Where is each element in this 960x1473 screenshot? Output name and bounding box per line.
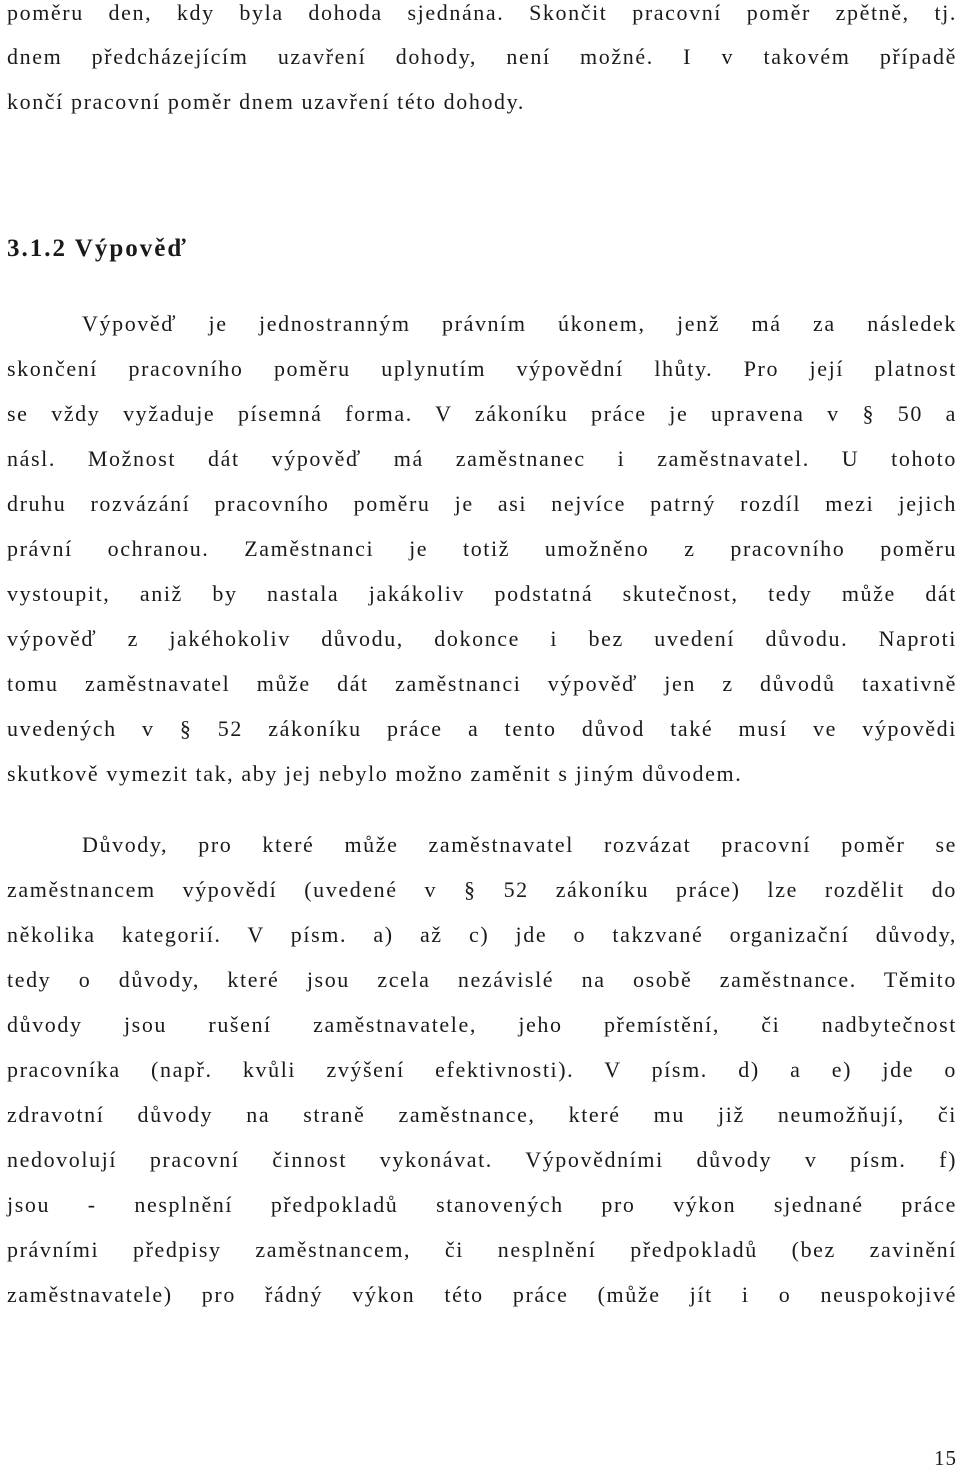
text-line: právními předpisy zaměstnancem, či nesplnění předpokladů (bez zavinění — [7, 1237, 957, 1262]
text-line: zdravotní důvody na straně zaměstnance, které mu již neumožňují, či — [7, 1102, 957, 1127]
text-line: tomu zaměstnavatel může dát zaměstnanci výpověď jen z důvodů taxativně — [7, 671, 957, 696]
section-heading: 3.1.2 Výpověď — [7, 235, 188, 262]
text-line: Výpověď je jednostranným právním úkonem, jenž má za následek — [82, 311, 957, 336]
page-number: 15 — [934, 1446, 957, 1470]
text-line: Důvody, pro které může zaměstnavatel rozvázat pracovní poměr se — [82, 832, 957, 857]
text-line: se vždy vyžaduje písemná forma. V zákoníku práce je upravena v § 50 a — [7, 401, 957, 426]
text-line: zaměstnavatele) pro řádný výkon této práce (může jít i o neuspokojivé — [7, 1282, 957, 1307]
text-line: vystoupit, aniž by nastala jakákoliv podstatná skutečnost, tedy může dát — [7, 581, 957, 606]
text-line: pracovníka (např. kvůli zvýšení efektivnosti). V písm. d) a e) jde o — [7, 1057, 957, 1082]
text-line: tedy o důvody, které jsou zcela nezávislé na osobě zaměstnance. Těmito — [7, 967, 957, 992]
text-line: skončení pracovního poměru uplynutím výpovědní lhůty. Pro její platnost — [7, 356, 957, 381]
text-line: právní ochranou. Zaměstnanci je totiž umožněno z pracovního poměru — [7, 536, 957, 561]
text-line: nedovolují pracovní činnost vykonávat. Výpovědními důvody v písm. f) — [7, 1147, 957, 1172]
text-line: skutkově vymezit tak, aby jej nebylo možno zaměnit s jiným důvodem. — [7, 761, 743, 786]
text-line: několika kategorií. V písm. a) až c) jde o takzvané organizační důvody, — [7, 922, 957, 947]
text-line: jsou - nesplnění předpokladů stanovených pro výkon sjednané práce — [7, 1192, 957, 1217]
text-line: násl. Možnost dát výpověď má zaměstnanec i zaměstnavatel. U tohoto — [7, 446, 957, 471]
text-line: zaměstnancem výpovědí (uvedené v § 52 zákoníku práce) lze rozdělit do — [7, 877, 957, 902]
text-line: druhu rozvázání pracovního poměru je asi nejvíce patrný rozdíl mezi jejich — [7, 491, 957, 516]
text-line: dnem předcházejícím uzavření dohody, není možné. I v takovém případě — [7, 44, 957, 69]
text-line: končí pracovní poměr dnem uzavření této dohody. — [7, 89, 525, 114]
text-line: poměru den, kdy byla dohoda sjednána. Skončit pracovní poměr zpětně, tj. — [7, 0, 957, 25]
text-line: uvedených v § 52 zákoníku práce a tento důvod také musí ve výpovědi — [7, 716, 957, 741]
text-line: důvody jsou rušení zaměstnavatele, jeho přemístění, či nadbytečnost — [7, 1012, 957, 1037]
text-line: výpověď z jakéhokoliv důvodu, dokonce i bez uvedení důvodu. Naproti — [7, 626, 957, 651]
